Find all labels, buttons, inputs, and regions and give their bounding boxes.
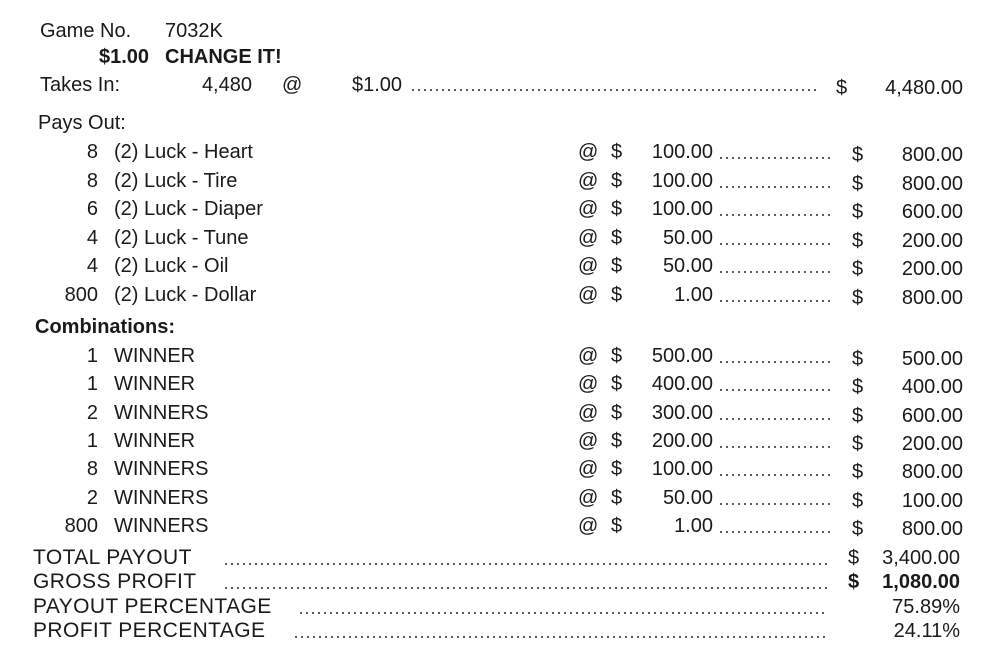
row-description: WINNERS xyxy=(114,487,209,509)
summary-value: 3,400.00 xyxy=(882,547,960,569)
takes-in-count: 4,480 xyxy=(201,74,252,96)
row-at: @ xyxy=(578,430,599,452)
row-at: @ xyxy=(578,345,599,367)
row-prize: 100.00 xyxy=(651,458,713,480)
row-total: 800.00 xyxy=(901,287,963,309)
row-quantity: 8 xyxy=(86,458,98,480)
row-at: @ xyxy=(578,284,599,306)
leader-dots xyxy=(718,157,830,159)
row-dollar: $ xyxy=(611,170,623,192)
row-description: (2) Luck - Oil xyxy=(114,255,229,277)
row-dollar: $ xyxy=(611,141,623,163)
leader-dots xyxy=(718,361,830,363)
row-total: 200.00 xyxy=(901,230,963,252)
row-prize: 300.00 xyxy=(651,402,713,424)
row-dollar: $ xyxy=(611,515,623,537)
row-quantity: 800 xyxy=(64,284,98,306)
summary-value: 24.11% xyxy=(893,619,960,642)
row-description: (2) Luck - Tune xyxy=(114,227,249,249)
row-at: @ xyxy=(578,170,599,192)
leader-dots xyxy=(718,271,830,273)
row-description: WINNERS xyxy=(114,515,209,537)
summary-label: GROSS PROFIT xyxy=(33,570,197,594)
row-dollar-total: $ xyxy=(852,490,864,512)
summary-label: TOTAL PAYOUT xyxy=(33,546,192,569)
leader-dots xyxy=(718,389,830,391)
row-prize: 500.00 xyxy=(651,345,713,367)
row-prize: 100.00 xyxy=(651,198,713,220)
row-quantity: 1 xyxy=(86,345,98,367)
row-prize: 50.00 xyxy=(662,487,713,509)
row-total: 200.00 xyxy=(901,433,963,455)
row-dollar: $ xyxy=(611,487,623,509)
row-description: WINNERS xyxy=(114,402,209,424)
leader-dots xyxy=(718,186,830,188)
row-prize: 100.00 xyxy=(651,170,713,192)
game-number: 7032K xyxy=(165,20,223,42)
row-description: WINNERS xyxy=(114,458,209,480)
row-dollar-total: $ xyxy=(852,348,864,370)
row-at: @ xyxy=(578,198,599,220)
row-dollar-total: $ xyxy=(852,201,864,223)
takes-in-label: Takes In: xyxy=(40,74,121,96)
row-at: @ xyxy=(578,227,599,249)
game-number-label: Game No. xyxy=(40,20,132,42)
leader-dots xyxy=(718,214,830,216)
row-dollar: $ xyxy=(611,430,623,452)
row-dollar-total: $ xyxy=(852,461,864,483)
row-description: (2) Luck - Tire xyxy=(114,170,238,192)
row-at: @ xyxy=(578,141,599,163)
row-quantity: 1 xyxy=(86,373,98,395)
row-prize: 1.00 xyxy=(674,515,713,537)
leader-dots xyxy=(718,300,830,302)
leader-dots xyxy=(718,418,830,420)
row-dollar-total: $ xyxy=(852,433,864,455)
row-prize: 100.00 xyxy=(651,141,713,163)
row-total: 800.00 xyxy=(901,173,963,195)
row-at: @ xyxy=(578,515,599,537)
row-dollar: $ xyxy=(611,458,623,480)
row-quantity: 800 xyxy=(64,515,98,537)
row-prize: 400.00 xyxy=(651,373,713,395)
summary-value: 75.89% xyxy=(892,595,960,618)
row-description: WINNER xyxy=(114,430,196,452)
row-total: 600.00 xyxy=(901,405,963,427)
row-dollar-total: $ xyxy=(852,287,864,309)
row-dollar: $ xyxy=(611,198,623,220)
row-quantity: 2 xyxy=(86,402,98,424)
combinations-label: Combinations: xyxy=(35,316,175,338)
row-dollar-total: $ xyxy=(852,518,864,540)
summary-dollar: $ xyxy=(848,571,860,594)
row-dollar-total: $ xyxy=(852,258,864,280)
row-at: @ xyxy=(578,255,599,277)
takes-in-total: 4,480.00 xyxy=(885,77,963,99)
takes-in-dollar: $ xyxy=(836,77,848,99)
row-dollar: $ xyxy=(611,345,623,367)
takes-in-price: $1.00 xyxy=(352,74,403,96)
row-dollar: $ xyxy=(611,227,623,249)
leader-dots xyxy=(718,474,830,476)
row-dollar-total: $ xyxy=(852,173,864,195)
row-total: 100.00 xyxy=(901,490,963,512)
row-at: @ xyxy=(578,402,599,424)
row-dollar-total: $ xyxy=(852,144,864,166)
row-total: 600.00 xyxy=(901,201,963,223)
row-total: 800.00 xyxy=(901,144,963,166)
row-dollar: $ xyxy=(611,402,623,424)
row-total: 500.00 xyxy=(901,348,963,370)
summary-value: 1,080.00 xyxy=(882,571,960,594)
leader-dots xyxy=(718,531,830,533)
leader-dots xyxy=(298,612,828,614)
row-quantity: 6 xyxy=(86,198,98,220)
row-quantity: 1 xyxy=(86,430,98,452)
row-description: (2) Luck - Dollar xyxy=(114,284,257,306)
row-at: @ xyxy=(578,458,599,480)
row-dollar: $ xyxy=(611,255,623,277)
row-dollar-total: $ xyxy=(852,376,864,398)
row-description: WINNER xyxy=(114,345,196,367)
leader-dots xyxy=(223,587,828,589)
row-prize: 200.00 xyxy=(651,430,713,452)
row-prize: 50.00 xyxy=(662,227,713,249)
row-quantity: 8 xyxy=(86,170,98,192)
row-description: (2) Luck - Heart xyxy=(114,141,253,163)
leader-dots xyxy=(293,636,828,638)
leader-dots xyxy=(410,89,820,91)
summary-label: PAYOUT PERCENTAGE xyxy=(33,594,272,618)
leader-dots xyxy=(718,503,830,505)
game-name: CHANGE IT! xyxy=(165,46,282,68)
summary-dollar: $ xyxy=(848,547,860,569)
row-dollar-total: $ xyxy=(852,230,864,252)
summary-label: PROFIT PERCENTAGE xyxy=(33,618,266,642)
row-description: WINNER xyxy=(114,373,196,395)
row-total: 400.00 xyxy=(901,376,963,398)
pays-out-label: Pays Out: xyxy=(38,112,126,134)
row-dollar: $ xyxy=(611,284,623,306)
row-total: 800.00 xyxy=(901,518,963,540)
row-dollar-total: $ xyxy=(852,405,864,427)
leader-dots xyxy=(718,446,830,448)
row-at: @ xyxy=(578,373,599,395)
takes-in-at: @ xyxy=(282,74,303,96)
row-prize: 50.00 xyxy=(662,255,713,277)
row-dollar: $ xyxy=(611,373,623,395)
row-total: 800.00 xyxy=(901,461,963,483)
row-quantity: 8 xyxy=(86,141,98,163)
ticket-price: $1.00 xyxy=(99,46,150,68)
leader-dots xyxy=(223,563,828,565)
row-quantity: 4 xyxy=(86,255,98,277)
row-prize: 1.00 xyxy=(674,284,713,306)
row-quantity: 2 xyxy=(86,487,98,509)
row-at: @ xyxy=(578,487,599,509)
row-quantity: 4 xyxy=(86,227,98,249)
row-description: (2) Luck - Diaper xyxy=(114,198,263,220)
leader-dots xyxy=(718,243,830,245)
row-total: 200.00 xyxy=(901,258,963,280)
